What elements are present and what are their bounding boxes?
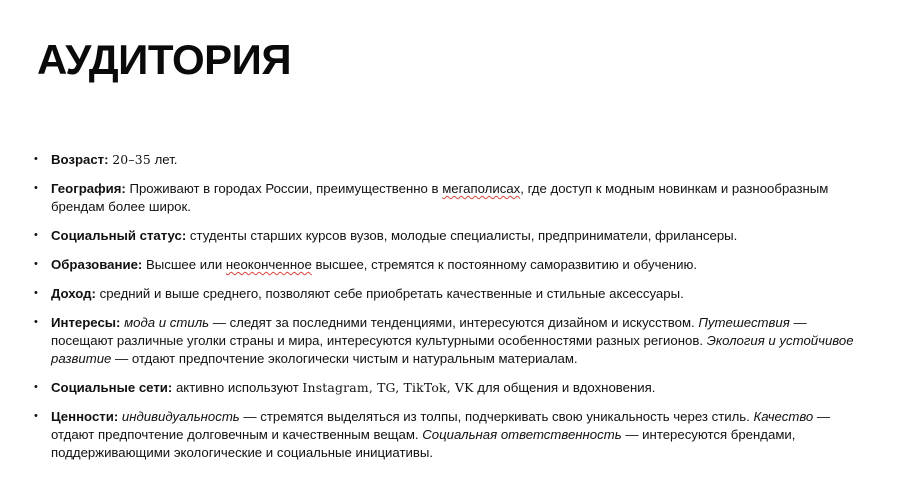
item-text: средний и выше среднего, позволяют себе приобретать качественные и стильные аксессуары. <box>95 286 684 301</box>
item-text: активно используют <box>172 380 303 395</box>
networks-list: Instagram, TG, TikTok, VK <box>302 380 474 395</box>
list-item-values <box>34 408 864 462</box>
item-emphasis: Качество <box>753 409 814 424</box>
item-label: Социальные сети: <box>51 380 173 395</box>
spellcheck-word: мегаполисах <box>442 181 521 196</box>
list-item-social-networks <box>34 379 864 397</box>
item-label: Возраст: <box>51 152 109 167</box>
bullet-icon: • <box>34 258 38 270</box>
bullet-icon: • <box>34 410 38 422</box>
age-range: 20–35 <box>112 152 151 167</box>
item-text: — отдают предпочтение долговечным и качественным вещам. <box>51 409 831 442</box>
item-label: Ценности: <box>51 409 119 424</box>
item-text: студенты старших курсов вузов, молодые специалисты, предприниматели, фрилансеры. <box>186 228 738 243</box>
item-text: лет. <box>150 152 178 167</box>
item-emphasis: мода и стиль <box>124 315 210 330</box>
list-item-social-status <box>34 227 864 245</box>
bullet-icon: • <box>34 153 38 165</box>
item-text: , где доступ к модным новинкам и разнообразным брендам более широк. <box>51 181 829 214</box>
item-text: для общения и вдохновения. <box>473 380 656 395</box>
page-title: АУДИТОРИЯ <box>37 36 292 83</box>
item-text: — стремятся выделяться из толпы, подчеркивать свою уникальность через стиль. <box>239 409 754 424</box>
item-text: Высшее или <box>142 257 226 272</box>
list-item-education <box>34 256 864 274</box>
item-text: — отдают предпочтение экологически чистым и натуральным материалам. <box>111 351 578 366</box>
item-label: Доход: <box>51 286 96 301</box>
item-text: — следят за последними тенденциями, интересуются дизайном и искусством. <box>209 315 699 330</box>
list-item-age <box>34 151 864 169</box>
bullet-icon: • <box>34 381 38 393</box>
bullet-icon: • <box>34 287 38 299</box>
list-item-interests <box>34 314 864 368</box>
bullet-icon: • <box>34 316 38 328</box>
item-text: высшее, стремятся к постоянному саморазвитию и обучению. <box>311 257 698 272</box>
item-label: Образование: <box>51 257 143 272</box>
item-label: Интересы: <box>51 315 121 330</box>
bullet-icon: • <box>34 182 38 194</box>
item-label: Социальный статус: <box>51 228 187 243</box>
audience-list <box>34 151 864 473</box>
spellcheck-word: неоконченное <box>225 257 312 272</box>
item-emphasis: индивидуальность <box>121 409 240 424</box>
bullet-icon: • <box>34 229 38 241</box>
item-text: Проживают в городах России, преимущественно в <box>125 181 443 196</box>
item-text: — интересуются брендами, поддерживающими экологические и социальные инициативы. <box>51 427 796 460</box>
list-item-geography <box>34 180 864 216</box>
item-emphasis: Путешествия <box>698 315 790 330</box>
item-text: — посещают различные уголки страны и мира, интересуются культурными особенностями разных регионов. <box>51 315 807 348</box>
list-item-income <box>34 285 864 303</box>
item-label: География: <box>51 181 126 196</box>
item-emphasis: Экология и устойчивое развитие <box>51 333 854 366</box>
item-emphasis: Социальная ответственность <box>422 427 622 442</box>
